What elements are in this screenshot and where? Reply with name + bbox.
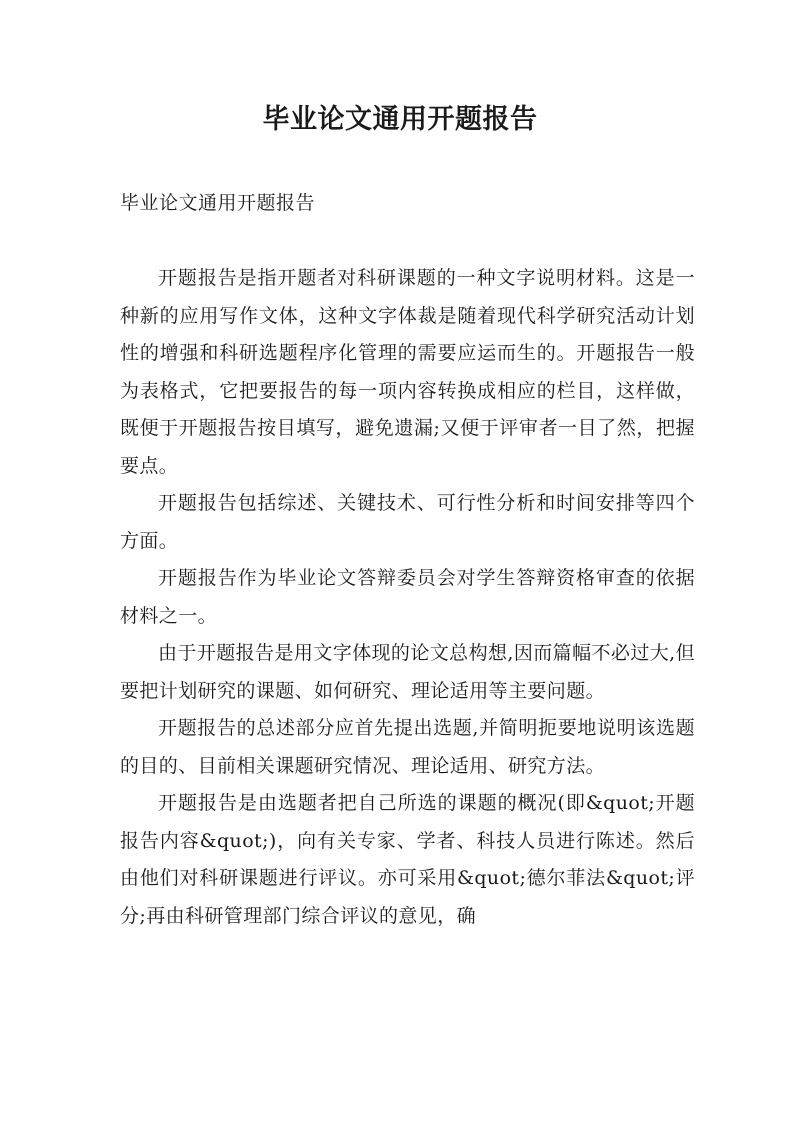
paragraph-overview: 开题报告的总述部分应首先提出选题,并简明扼要地说明该选题的目的、目前相关课题研究情况、理论适用、研究方法。	[120, 717, 695, 777]
paragraph-review: 开题报告是由选题者把自己所选的课题的概况(即&quot;开题报告内容&quot;)，向有关专家、学者、科技人员进行陈述。然后由他们对科研课题进行评议。亦可采用&quot;德尔菲法&quot;评分;再由科研管理部门综合评议的意见，确	[120, 792, 695, 927]
document-subtitle: 毕业论文通用开题报告	[120, 192, 316, 214]
paragraph-length: 由于开题报告是用文字体现的论文总构想,因而篇幅不必过大,但要把计划研究的课题、如何研究、理论适用等主要问题。	[120, 642, 695, 702]
document-title: 毕业论文通用开题报告	[262, 104, 538, 135]
paragraph-purpose: 开题报告作为毕业论文答辩委员会对学生答辩资格审查的依据材料之一。	[120, 567, 695, 627]
paragraph-contents: 开题报告包括综述、关键技术、可行性分析和时间安排等四个方面。	[120, 492, 695, 552]
paragraph-definition: 开题报告是指开题者对科研课题的一种文字说明材料。这是一种新的应用写作文体，这种文字体裁是随着现代科学研究活动计划性的增强和科研选题程序化管理的需要应运而生的。开题报告一般为表格式，它把要报告的每一项内容转换成相应的栏目，这样做，既便于开题报告按目填写，避免遗漏;又便于评审者一目了然，把握要点。	[120, 267, 695, 477]
document-body	[120, 260, 695, 935]
